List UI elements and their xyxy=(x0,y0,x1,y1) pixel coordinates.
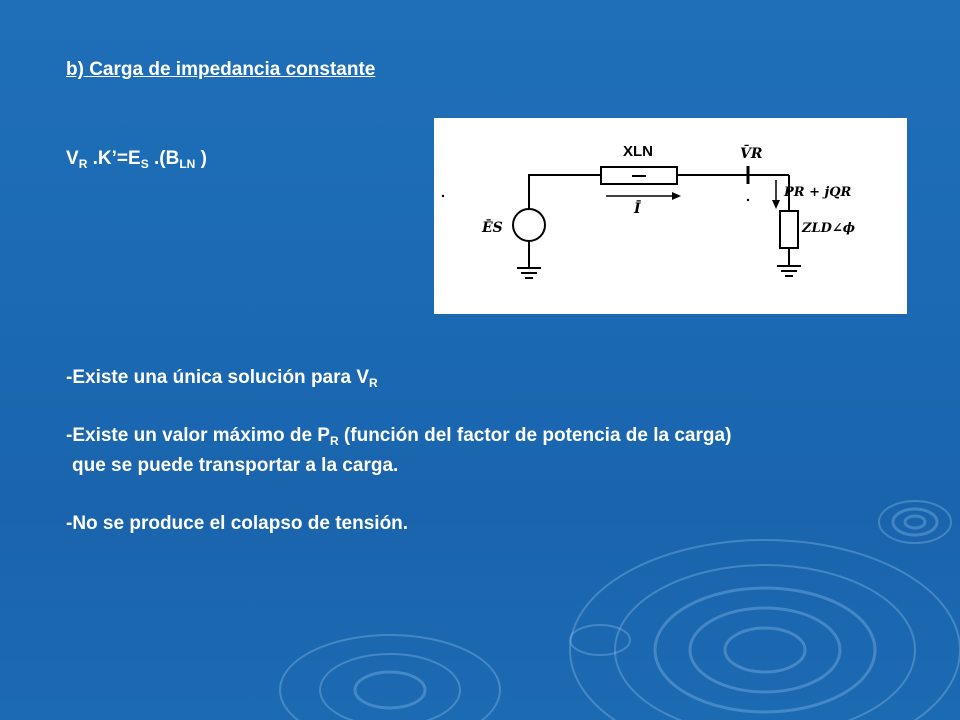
bullet1-subscript: R xyxy=(369,376,378,390)
formula-ln-subscript: LN xyxy=(179,157,196,171)
circuit-svg xyxy=(434,118,907,314)
bullet-no-collapse: -No se produce el colapso de tensión. xyxy=(66,513,409,534)
circuit-diagram xyxy=(434,118,907,314)
formula xyxy=(66,148,207,170)
formula-s-subscript: S xyxy=(140,157,149,171)
current-label: Ī xyxy=(634,201,641,217)
formula-mid2: .(B xyxy=(148,148,180,169)
slide-title: b) Carga de impedancia constante xyxy=(66,59,376,80)
es-label: ĒS xyxy=(482,220,503,236)
bullet-max-power-continuation: que se puede transportar a la carga. xyxy=(72,455,399,476)
xln-label: XLN xyxy=(623,143,653,160)
vr-label: V̄R xyxy=(740,146,763,162)
formula-end: ) xyxy=(195,148,207,169)
formula-r-subscript: R xyxy=(78,157,88,171)
bullet2-subscript: R xyxy=(329,434,339,448)
formula-mid1: .K’=E xyxy=(87,148,141,169)
pq-label: PR + jQR xyxy=(784,185,852,200)
formula-v: V xyxy=(66,148,79,169)
bullet-unique-solution xyxy=(66,367,378,389)
bullet2-rest: (función del factor de potencia de la carga) xyxy=(338,425,732,446)
bullet2-text: -Existe un valor máximo de P xyxy=(66,425,330,446)
bullet1-text: -Existe una única solución para V xyxy=(66,367,370,388)
bullet-max-power xyxy=(66,425,731,447)
z-label: ZLD∠ϕ xyxy=(802,221,856,236)
